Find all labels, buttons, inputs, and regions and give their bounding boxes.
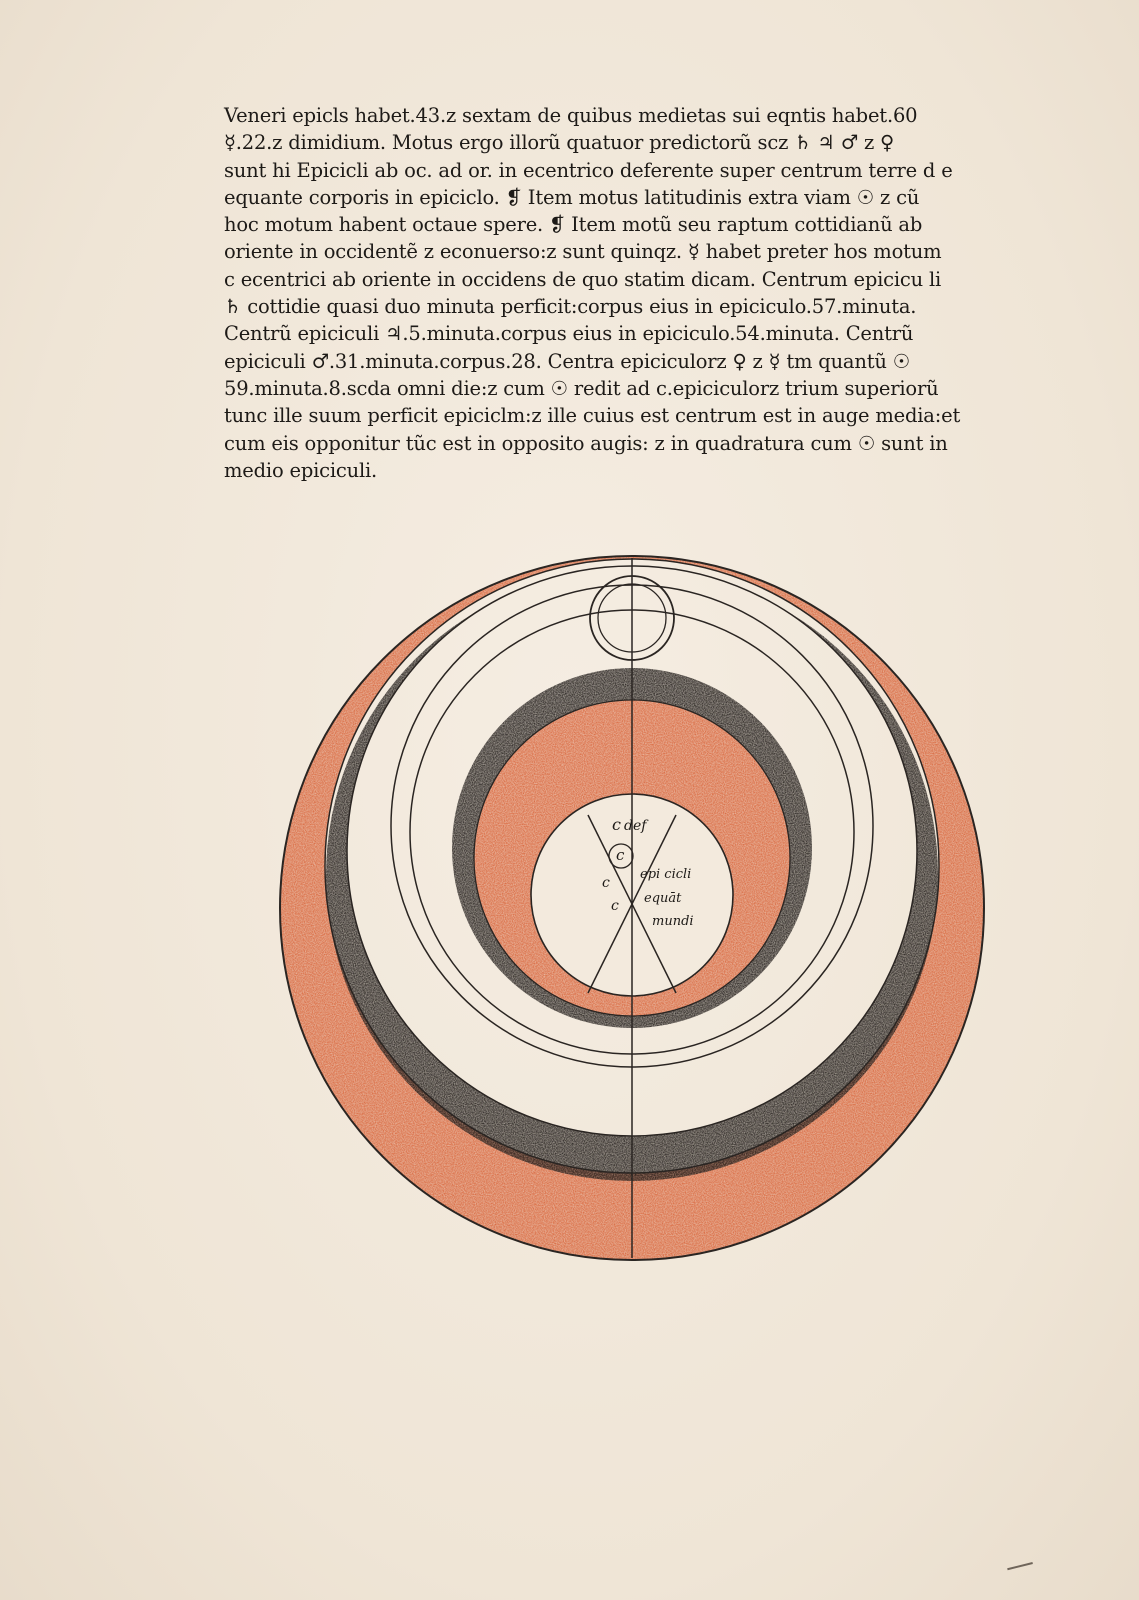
text-line-5: hoc motum habent octaue spere. ❡ Item motũ seu raptum cottidianũ ab bbox=[224, 213, 923, 237]
text-line-7: c ecentrici ab oriente in occidens de quo statim dicam. Centrum epicicu li bbox=[224, 267, 942, 291]
text-line-1: Veneri epicls habet.43.z sextam de quibus medietas sui eqntis habet.60 bbox=[224, 104, 918, 127]
text-line-11: 59.minuta.8.scda omni die:z cum ☉ redit ad c.epiciculorz trium superiorũ bbox=[224, 376, 939, 400]
label-equantis: equāt bbox=[644, 891, 682, 906]
label-top-c: c bbox=[612, 815, 621, 834]
label-mid-c: c bbox=[616, 846, 625, 864]
text-line-4: equante corporis in epiciclo. ❡ Item motus latitudinis extra viam ☉ z cũ bbox=[224, 185, 920, 209]
label-mundi: mundi bbox=[652, 914, 694, 929]
text-line-12: tunc ille suum perficit epiciclm:z ille cuius est centrum est in auge media:et bbox=[224, 404, 961, 428]
label-left-c1: c bbox=[602, 875, 610, 891]
text-line-14: medio epiciculi. bbox=[224, 458, 378, 482]
text-line-13: cum eis opponitur tũc est in opposito augis: z in quadratura cum ☉ sunt in bbox=[224, 431, 948, 455]
text-line-6: oriente in occidentẽ z econuerso:z sunt quinqz. ☿ habet preter hos motum bbox=[224, 240, 942, 264]
text-line-9: Centrũ epiciculi ♃.5.minuta.corpus eius in epiciculo.54.minuta. Centrũ bbox=[224, 322, 914, 346]
text-line-2: ☿.22.z dimidium. Motus ergo illorũ quatuor predictorũ scz ♄ ♃ ♂ z ♀ bbox=[224, 131, 895, 155]
text-line-8: ♄ cottidie quasi duo minuta perficit:corpus eius in epiciculo.57.minuta. bbox=[224, 295, 917, 319]
label-def: def bbox=[624, 818, 647, 834]
text-line-10: epiciculi ♂.31.minuta.corpus.28. Centra epiciculorz ♀ z ☿ tm quantũ ☉ bbox=[224, 349, 910, 373]
label-left-c2: c bbox=[611, 898, 619, 914]
label-epicicli: epi cicli bbox=[640, 867, 692, 882]
text-line-3: sunt hi Epicicli ab oc. ad or. in ecentrico deferente super centrum terre d e bbox=[224, 158, 953, 182]
